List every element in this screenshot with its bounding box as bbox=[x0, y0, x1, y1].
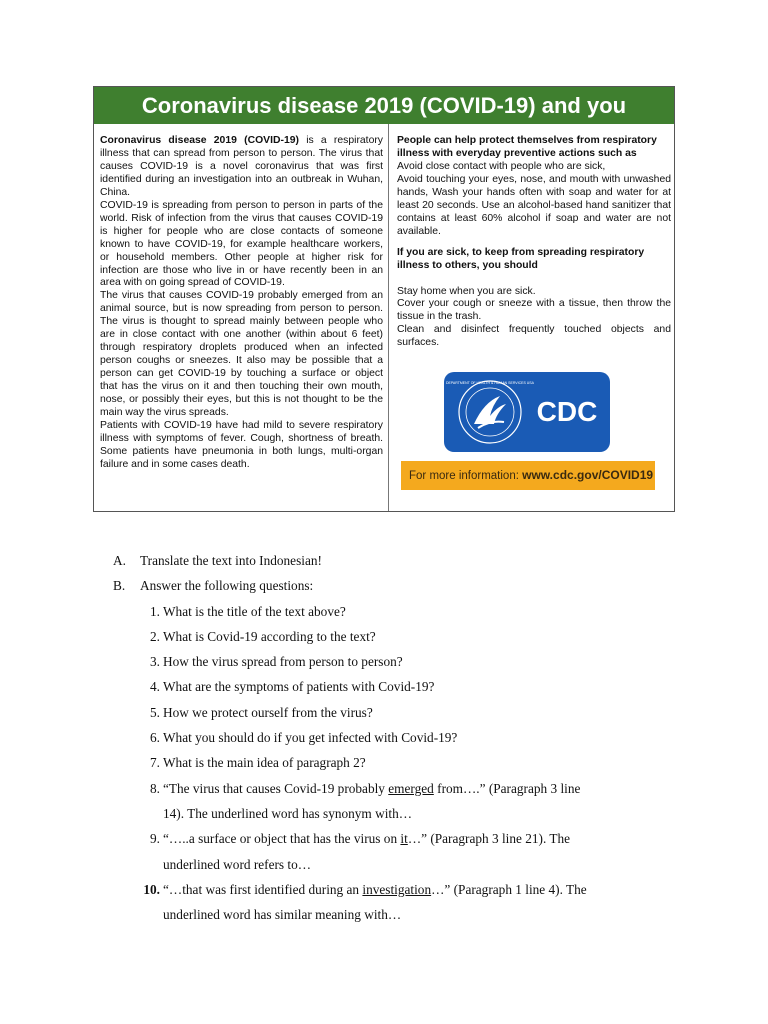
paragraph-1-text: is a respiratory illness that can spread from person to person. The virus that causes COVID-19 is a novel coronavirus that was first identified during an investigation into an outbreak in Wuhan, China. bbox=[100, 135, 384, 198]
hhs-ring-text: DEPARTMENT OF HEALTH & HUMAN SERVICES USA bbox=[446, 381, 534, 385]
task-b: B. Answer the following questions: bbox=[113, 578, 314, 594]
hhs-eagle-icon bbox=[474, 396, 506, 424]
question-item: 6. What you should do if you get infected with Covid-19? bbox=[150, 730, 458, 746]
sick-action-item: Clean and disinfect frequently touched objects and surfaces. bbox=[397, 324, 671, 349]
cdc-logo bbox=[444, 372, 610, 452]
question-item-8: 8. “The virus that causes Covid-19 probably emerged from….” (Paragraph 3 line 14). The underlined word has synonym with… bbox=[150, 780, 581, 821]
paragraph-1-bold: Coronavirus disease 2019 (COVID-19) bbox=[100, 135, 299, 146]
question-item-10: 10. “…that was first identified during an investigation…” (Paragraph 1 line 4). The underlined word has similar meaning with… bbox=[143, 881, 587, 923]
question-item: 1. What is the title of the text above? bbox=[150, 603, 346, 619]
underlined-word: emerged bbox=[388, 780, 434, 796]
question-item: 2. What is Covid-19 according to the text? bbox=[150, 628, 376, 644]
paragraph-1 bbox=[100, 135, 383, 200]
poster-left-column bbox=[100, 135, 383, 472]
underlined-word: investigation bbox=[362, 881, 432, 897]
question-item: 7. What is the main idea of paragraph 2? bbox=[150, 755, 366, 771]
poster-title: Coronavirus disease 2019 (COVID-19) and you bbox=[94, 87, 674, 124]
info-prefix: For more information: bbox=[409, 470, 523, 482]
paragraph-2: COVID-19 is spreading from person to person in parts of the world. Risk of infection from the virus that causes COVID-19 is higher for people who are close contacts of someone known to have COVID-19, for example healthcare workers, or household members. Other people at higher risk for infection are those who live in or have recently been in an area with on going spread of COVID-19. bbox=[100, 199, 383, 289]
covid-poster bbox=[93, 86, 675, 512]
sick-action-item: Stay home when you are sick. bbox=[397, 285, 536, 297]
column-divider bbox=[388, 124, 389, 511]
sick-heading: If you are sick, to keep from spreading respiratory illness to others, you should bbox=[397, 246, 645, 271]
paragraph-3: The virus that causes COVID-19 probably emerged from an animal source, but is now spreading from person to person. The virus is thought to spread mainly between people who are in close contact with one another (within about 6 feet) through respiratory droplets produced when an infected person coughs or sneezes. It also may be possible that a person can get COVID-19 by touching a surface or object that has the virus on it and then touching their own mouth, nose, or possibly their eyes, but this is not thought to be the main way the virus spreads. bbox=[100, 290, 383, 419]
poster-right-column bbox=[397, 135, 671, 350]
question-item: 3. How the virus spread from person to person? bbox=[150, 654, 403, 670]
question-item: 4. What are the symptoms of patients with Covid-19? bbox=[150, 679, 435, 695]
action-item: Avoid close contact with people who are sick, bbox=[397, 160, 606, 172]
protect-heading: People can help protect themselves from respiratory illness with everyday preventive actions such as bbox=[397, 135, 657, 159]
exercise-section bbox=[113, 548, 673, 927]
underlined-word: it bbox=[400, 831, 408, 847]
question-item: 5. How we protect ourself from the virus? bbox=[150, 704, 373, 720]
sick-action-item: Cover your cough or sneeze with a tissue, then throw the tissue in the trash. bbox=[397, 298, 671, 323]
paragraph-4: Patients with COVID-19 have had mild to severe respiratory illness with symptoms of fever. Cough, shortness of breath. Some patients have pneumonia in both lungs, multi-organ failure and in some cases death. bbox=[100, 419, 383, 470]
task-a: A. Translate the text into Indonesian! bbox=[113, 553, 322, 568]
info-url[interactable]: www.cdc.gov/COVID19 bbox=[522, 468, 654, 482]
more-info-bar bbox=[401, 461, 655, 490]
cdc-wordmark: CDC bbox=[536, 396, 598, 427]
action-item: Avoid touching your eyes, nose, and mouth with unwashed hands, Wash your hands often with soap and water for at least 20 seconds. Use an alcohol-based hand sanitizer that contains at least 60% alcohol if soap and water are not available. bbox=[397, 173, 671, 237]
question-item-9: 9. “…..a surface or object that has the virus on it…” (Paragraph 3 line 21). The underlined word refers to… bbox=[150, 831, 571, 872]
